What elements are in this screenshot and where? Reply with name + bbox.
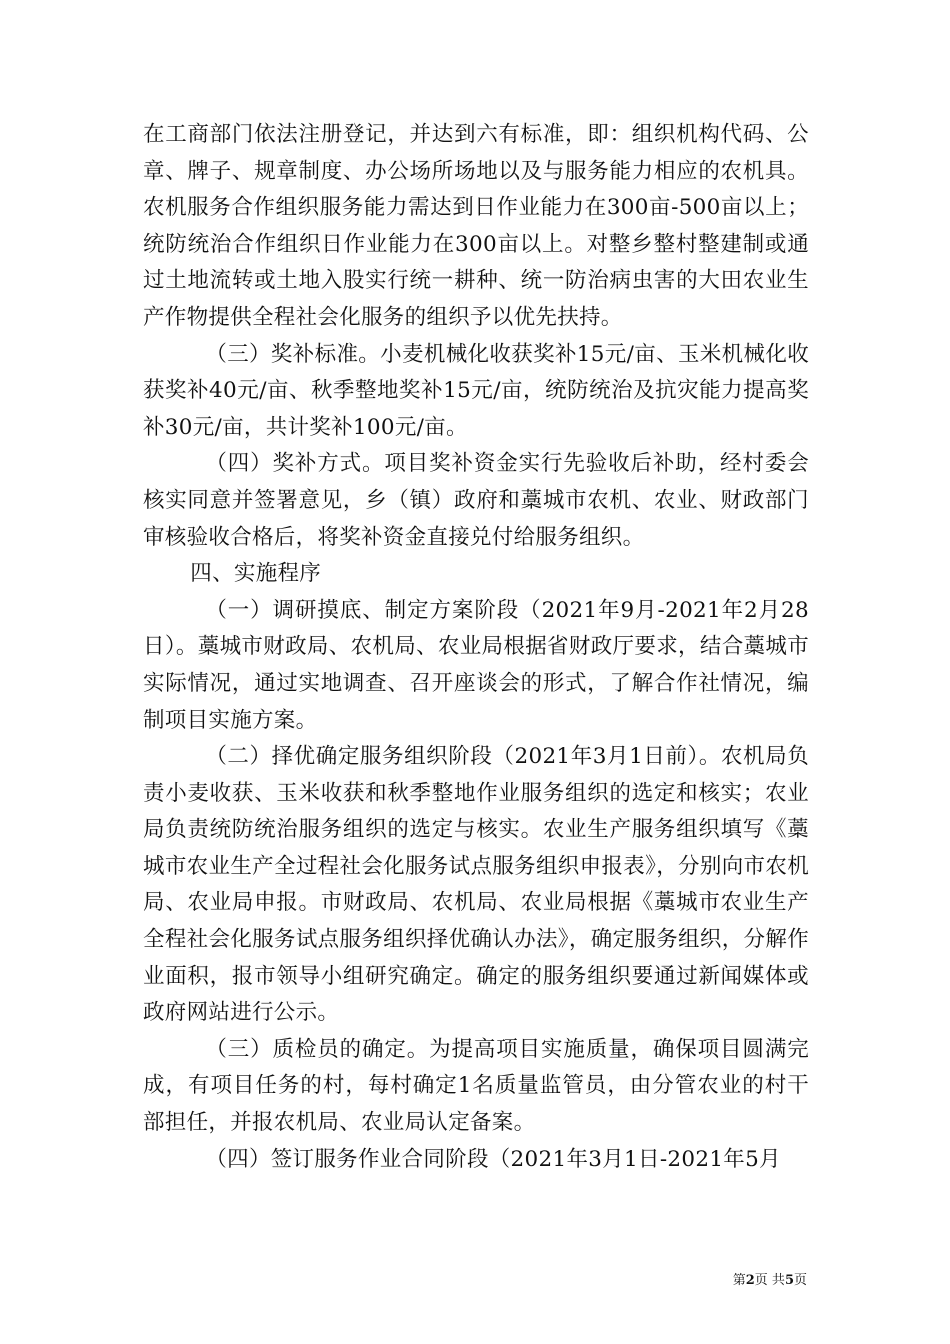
section-heading-implementation: 四、实施程序 — [190, 561, 322, 587]
paragraph-research-phase: （一）调研摸底、制定方案阶段（2021年9月-2021年2月28日）。藁城市财政局、农机局、农业局根据省财政厅要求，结合藁城市实际情况，通过实地调查、召开座谈会的形式，了解合作社情况，编制项目实施方案。 — [143, 597, 809, 733]
paragraph-selection-phase: （二）择优确定服务组织阶段（2021年3月1日前）。农机局负责小麦收获、玉米收获和秋季整地作业服务组织的选定和核实；农业局负责统防统治服务组织的选定与核实。农业生产服务组织填写《藁城市农业生产全过程社会化服务试点服务组织申报表》，分别向市农机局、农业局申报。市财政局、农机局、农业局根据《藁城市农业生产全程社会化服务试点服务组织择优确认办法》，确定服务组织，分解作业面积，报市领导小组研究确定。确定的服务组织要通过新闻媒体或政府网站进行公示。 — [143, 744, 809, 1026]
footer-current-page: 2 — [745, 1273, 755, 1288]
paragraph-registration-requirements: 在工商部门依法注册登记，并达到六有标准，即：组织机构代码、公章、牌子、规章制度、办公场所场地以及与服务能力相应的农机具。农机服务合作组织服务能力需达到日作业能力在300亩-500亩以上；统防统治合作组织日作业能力在300亩以上。对整乡整村整建制或通过土地流转或土地入股实行统一耕种、统一防治病虫害的大田农业生产作物提供全程社会化服务的组织予以优先扶持。 — [143, 122, 809, 330]
paragraph-subsidy-standard: （三）奖补标准。小麦机械化收获奖补15元/亩、玉米机械化收获奖补40元/亩、秋季整地奖补15元/亩，统防统治及抗灾能力提高奖补30元/亩，共计奖补100元/亩。 — [143, 341, 809, 440]
footer-middle: 页 共 — [754, 1273, 785, 1288]
paragraph-contract-phase: （四）签订服务作业合同阶段（2021年3月1日-2021年5月 — [205, 1146, 781, 1172]
footer-prefix: 第 — [732, 1273, 746, 1288]
footer-total-pages: 5 — [784, 1273, 794, 1288]
page-number — [733, 1272, 807, 1290]
footer-suffix: 页 — [793, 1273, 807, 1288]
paragraph-subsidy-method: （四）奖补方式。项目奖补资金实行先验收后补助，经村委会核实同意并签署意见，乡（镇）政府和藁城市农机、农业、财政部门审核验收合格后，将奖补资金直接兑付给服务组织。 — [143, 451, 809, 550]
paragraph-inspector: （三）质检员的确定。为提高项目实施质量，确保项目圆满完成，有项目任务的村，每村确定1名质量监管员，由分管农业的村干部担任，并报农机局、农业局认定备案。 — [143, 1036, 809, 1136]
document-body — [143, 117, 809, 1178]
